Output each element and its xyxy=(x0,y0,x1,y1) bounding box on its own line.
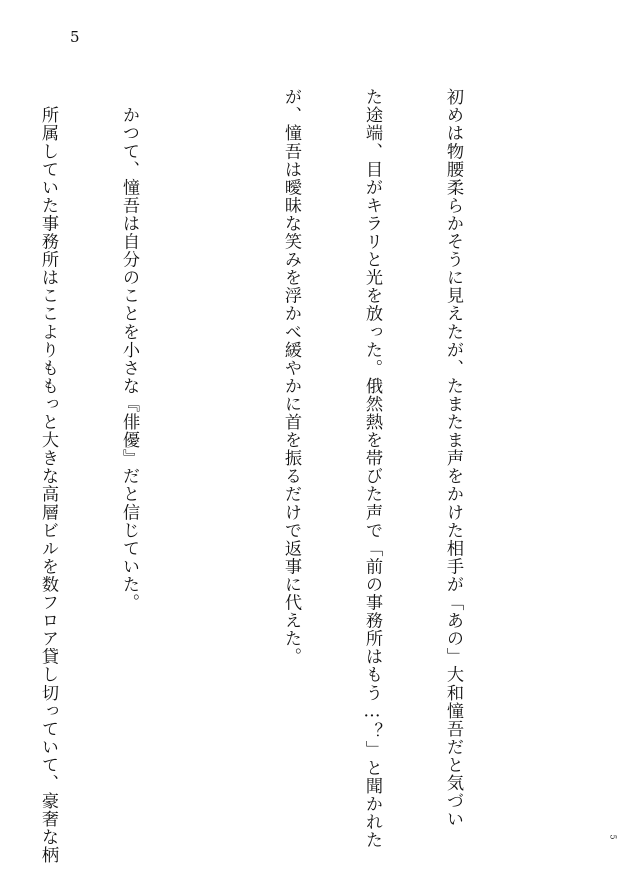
text-line: た途端、目がキラリと光を放った。俄然熱を帯びた声で「前の事務所はもう…？」と聞かれた xyxy=(362,88,382,849)
text-line: かつて、憧吾は自分のことを小さな『俳優』だと信じていた。 xyxy=(119,88,139,612)
page-number: 5 xyxy=(70,28,80,46)
text-line xyxy=(196,88,223,838)
body-text xyxy=(38,88,520,865)
corner-page-number: 5 xyxy=(608,834,618,840)
text-line: 所属していた事務所はここよりももっと大きな高層ビルを数フロア貸し切っていて、豪奢な柄 xyxy=(38,88,58,865)
text-line: 初めは物腰柔らかそうに見えたが、たまたま声をかけた相手が「あの」大和憧吾だと気づい xyxy=(443,88,463,829)
text-line: が、憧吾は曖昧な笑みを浮かべ緩やかに首を振るだけで返事に代えた。 xyxy=(281,88,301,666)
